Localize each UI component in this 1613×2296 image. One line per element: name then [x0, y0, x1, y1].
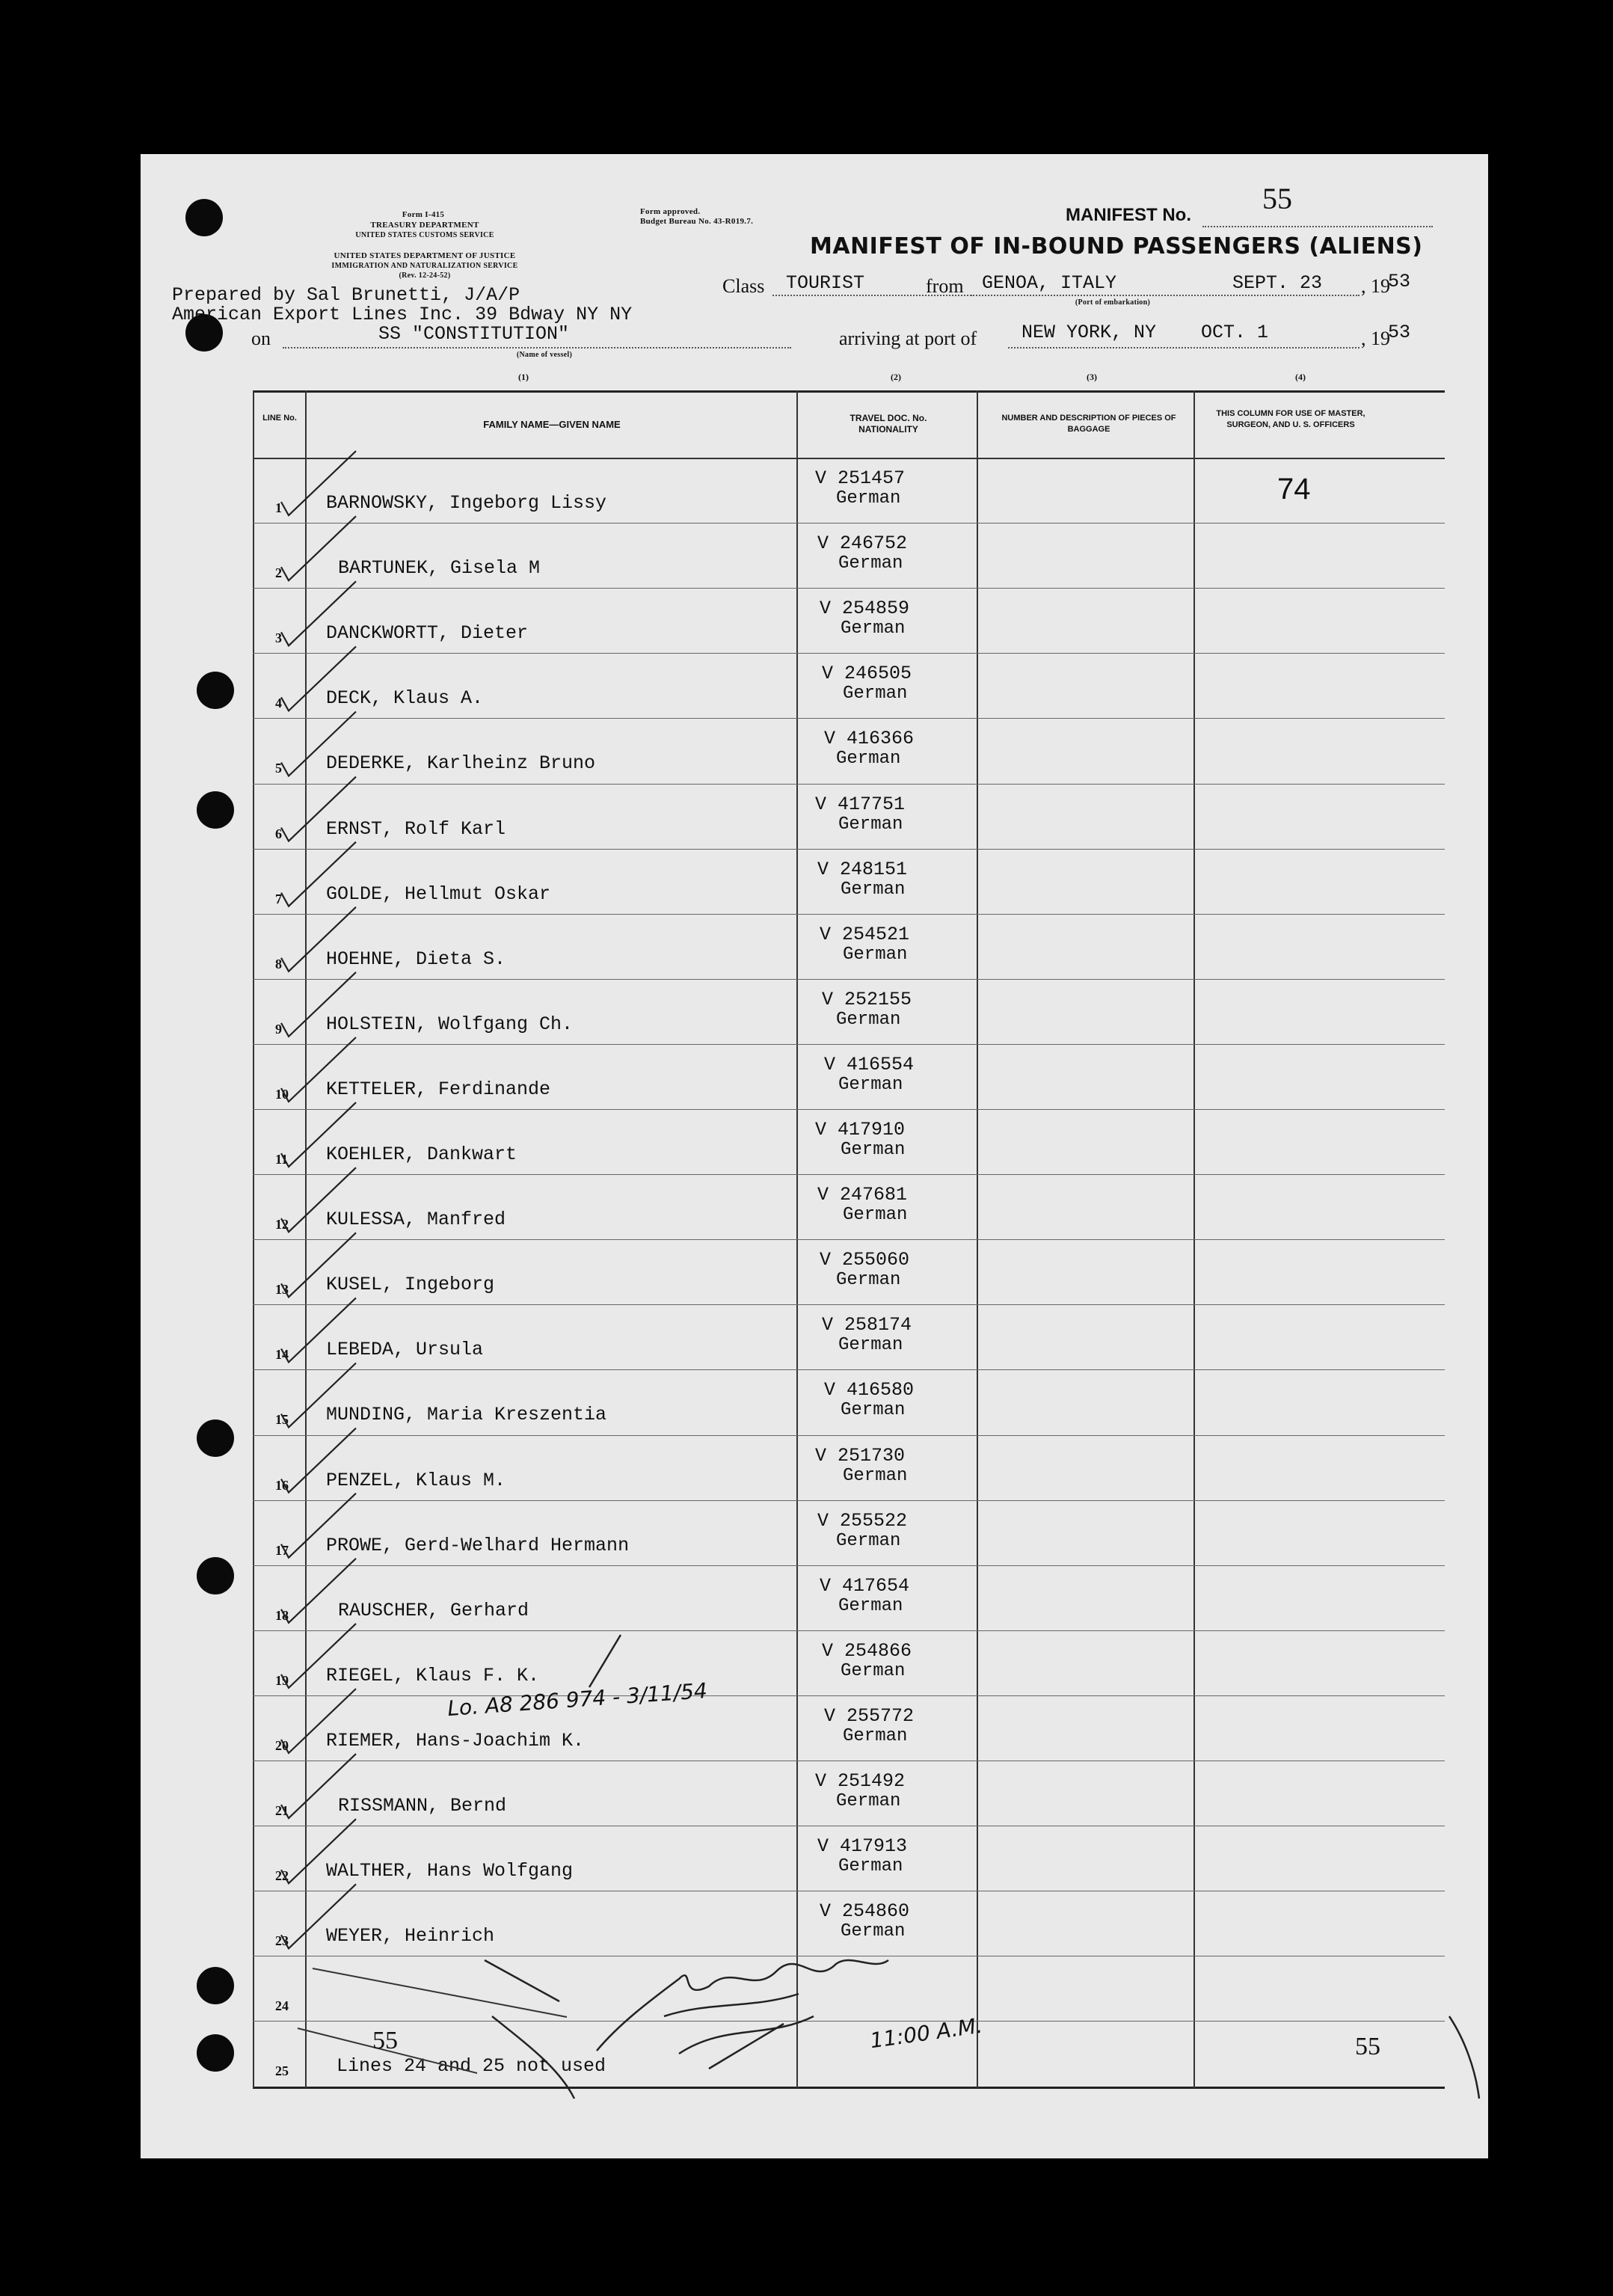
passenger-name: RISSMANN, Bernd: [338, 1795, 507, 1817]
embarkation-year: 53: [1388, 271, 1411, 292]
row-divider: [253, 1109, 1445, 1110]
row-divider: [253, 718, 1445, 719]
line-number: 19: [275, 1672, 289, 1688]
class-label: Class: [722, 275, 765, 297]
embarkation-note: (Port of embarkation): [1075, 298, 1151, 307]
table-row: [253, 1630, 1445, 1695]
passenger-name: RAUSCHER, Gerhard: [338, 1599, 529, 1621]
travel-doc-number: V 255522: [817, 1509, 908, 1532]
officer-count: 74: [1277, 473, 1311, 506]
nationality: German: [843, 684, 908, 705]
table-row: [253, 1435, 1445, 1500]
row-divider: [253, 1695, 1445, 1696]
table-row: [253, 1369, 1445, 1434]
row-divider: [253, 914, 1445, 915]
arrival-port: NEW YORK, NY: [1021, 322, 1157, 343]
passenger-name: LEBEDA, Ursula: [326, 1339, 484, 1361]
justice-department: UNITED STATES DEPARTMENT OF JUSTICE: [334, 251, 516, 260]
table-row: [253, 1044, 1445, 1109]
line-number: 11: [275, 1152, 289, 1167]
nationality: German: [836, 488, 901, 509]
table-row: [253, 653, 1445, 718]
travel-doc-number: V 417751: [815, 793, 906, 815]
table-row: [253, 784, 1445, 849]
embarkation-port: GENOA, ITALY: [982, 272, 1117, 294]
travel-doc-number: V 416366: [824, 728, 915, 750]
embarkation-year-prefix: , 19: [1361, 275, 1390, 297]
time-annotation: 11:00 A.M.: [868, 2013, 984, 2054]
table-row: [253, 1109, 1445, 1174]
travel-doc-number: V 254866: [822, 1639, 912, 1662]
travel-doc-number: V 252155: [822, 988, 912, 1010]
travel-doc-number: V 417654: [820, 1574, 910, 1597]
budget-bureau: Budget Bureau No. 43-R019.7.: [640, 217, 754, 226]
table-row: [253, 1826, 1445, 1891]
table-row: [253, 979, 1445, 1044]
line-number: 5: [275, 761, 282, 776]
table-row: [253, 1891, 1445, 1956]
nationality: German: [836, 1530, 901, 1551]
table-row: [253, 1565, 1445, 1630]
line-number: 18: [275, 1607, 289, 1623]
row-divider: [253, 1435, 1445, 1436]
manifest-title: MANIFEST OF IN-BOUND PASSENGERS (ALIENS): [810, 233, 1423, 260]
table-row: [253, 458, 1445, 523]
nationality: German: [836, 1270, 901, 1291]
nationality: German: [838, 1595, 903, 1616]
line-number: 3: [275, 630, 282, 646]
riemer-annotation: Lo. A8 286 974 - 3/11/54: [446, 1678, 708, 1722]
punch-hole: [197, 672, 234, 709]
customs-service: UNITED STATES CUSTOMS SERVICE: [355, 231, 494, 239]
nationality: German: [843, 1465, 908, 1486]
travel-doc-number: V 255772: [824, 1704, 915, 1727]
footer-page-right: 55: [1355, 2033, 1380, 2060]
table-bottom-border: [253, 2087, 1445, 2089]
passenger-name: RIEMER, Hans-Joachim K.: [326, 1729, 585, 1752]
prepared-by: Prepared by Sal Brunetti, J/A/P: [172, 284, 520, 306]
row-divider: [253, 523, 1445, 524]
manifest-no-label: MANIFEST No.: [1066, 205, 1191, 225]
arrival-year-prefix: , 19: [1361, 328, 1390, 349]
embarkation-date: SEPT. 23: [1232, 272, 1323, 294]
passenger-name: Lines 24 and 25 not used: [337, 2055, 606, 2078]
travel-doc-number: V 251730: [815, 1444, 906, 1467]
line-number: 4: [275, 696, 282, 711]
line-number: 24: [275, 1998, 289, 2014]
vessel-note: (Name of vessel): [516, 351, 573, 359]
punch-hole: [197, 1557, 234, 1594]
row-divider: [253, 849, 1445, 850]
punch-hole: [197, 1967, 234, 2004]
passenger-name: BARTUNEK, Gisela M: [338, 557, 541, 580]
nationality: German: [841, 1660, 906, 1681]
line-number: 13: [275, 1282, 289, 1298]
travel-doc-number: V 251492: [815, 1770, 906, 1792]
travel-doc-number: V 251457: [815, 467, 906, 489]
passenger-name: KETTELER, Ferdinande: [326, 1078, 551, 1100]
nationality: German: [838, 1335, 903, 1356]
table-row: [253, 1304, 1445, 1369]
travel-doc-number: V 247681: [817, 1184, 908, 1206]
table-row: [253, 1761, 1445, 1826]
punch-hole: [185, 199, 223, 236]
line-number: 12: [275, 1217, 289, 1233]
table-row: [253, 2021, 1445, 2086]
arriving-line: [1008, 347, 1359, 349]
table-row: [253, 1239, 1445, 1304]
arriving-label: arriving at port of: [839, 328, 977, 349]
passenger-name: MUNDING, Maria Kreszentia: [326, 1404, 607, 1426]
passenger-name: KOEHLER, Dankwart: [326, 1144, 517, 1166]
row-divider: [253, 588, 1445, 589]
line-number: 14: [275, 1347, 289, 1363]
punch-hole: [197, 791, 234, 829]
nationality: German: [838, 1074, 903, 1095]
passenger-name: DEDERKE, Karlheinz Bruno: [326, 752, 596, 775]
line-number: 10: [275, 1086, 289, 1102]
table-row: [253, 849, 1445, 914]
row-divider: [253, 1565, 1445, 1566]
shipping-agent: American Export Lines Inc. 39 Bdway NY NY: [172, 304, 633, 325]
travel-doc-number: V 254860: [820, 1900, 910, 1923]
column-number-1: (1): [518, 372, 529, 382]
line-number: 22: [275, 1868, 289, 1884]
passenger-name: WEYER, Heinrich: [326, 1925, 495, 1947]
vessel-line: [283, 347, 791, 349]
column-number-4: (4): [1295, 372, 1306, 382]
passenger-name: HOEHNE, Dieta S.: [326, 948, 506, 970]
nationality: German: [836, 749, 901, 770]
punch-hole: [197, 1419, 234, 1457]
passenger-name: DANCKWORTT, Dieter: [326, 622, 529, 645]
nationality: German: [836, 1009, 901, 1030]
table-row: [253, 914, 1445, 979]
from-line: [971, 295, 1359, 296]
form-revision: (Rev. 12-24-52): [399, 271, 451, 280]
nationality: German: [841, 618, 906, 639]
travel-doc-number: V 254521: [820, 923, 910, 945]
header-name: FAMILY NAME—GIVEN NAME: [483, 419, 621, 430]
header-baggage: NUMBER AND DESCRIPTION OF PIECES OF BAGGAGE: [1001, 414, 1176, 434]
line-number: 20: [275, 1737, 289, 1753]
header-travel-doc: TRAVEL DOC. No. NATIONALITY: [849, 413, 927, 435]
from-label: from: [926, 275, 964, 297]
nationality: German: [841, 1140, 906, 1160]
travel-doc-number: V 258174: [822, 1314, 912, 1336]
line-number: 1: [275, 500, 282, 516]
manifest-page: [141, 154, 1488, 2158]
travel-doc-number: V 248151: [817, 858, 908, 880]
passenger-name: PENZEL, Klaus M.: [326, 1469, 506, 1491]
line-number: 7: [275, 891, 282, 906]
row-divider: [253, 1630, 1445, 1631]
line-number: 2: [275, 565, 282, 581]
line-number: 21: [275, 1803, 289, 1819]
table-row: [253, 1174, 1445, 1239]
arrival-date: OCT. 1: [1201, 322, 1269, 343]
row-divider: [253, 1304, 1445, 1305]
travel-doc-number: V 417910: [815, 1119, 906, 1141]
passenger-name: PROWE, Gerd-Welhard Hermann: [326, 1534, 630, 1556]
row-divider: [253, 1239, 1445, 1240]
nationality: German: [843, 1205, 908, 1226]
nationality: German: [843, 1725, 908, 1746]
table-row: [253, 1500, 1445, 1565]
travel-doc-number: V 246505: [822, 663, 912, 685]
table-top-border: [253, 390, 1445, 393]
nationality: German: [841, 879, 906, 900]
arrival-year: 53: [1388, 322, 1411, 343]
nationality: German: [838, 814, 903, 835]
immigration-service: IMMIGRATION AND NATURALIZATION SERVICE: [331, 262, 518, 270]
row-divider: [253, 979, 1445, 980]
line-number: 9: [275, 1021, 282, 1037]
nationality: German: [838, 553, 903, 574]
vessel-name: SS "CONSTITUTION": [378, 323, 570, 345]
punch-hole: [197, 2034, 234, 2072]
travel-doc-number: V 416580: [824, 1379, 915, 1402]
line-number: 8: [275, 956, 282, 971]
line-number: 23: [275, 1933, 289, 1949]
row-divider: [253, 1369, 1445, 1370]
header-officers: THIS COLUMN FOR USE OF MASTER, SURGEON, AND U. S. OFFICERS: [1216, 409, 1365, 429]
row-divider: [253, 653, 1445, 654]
passenger-name: HOLSTEIN, Wolfgang Ch.: [326, 1013, 574, 1035]
passenger-name: ERNST, Rolf Karl: [326, 817, 506, 840]
nationality: German: [838, 1856, 903, 1877]
passenger-name: RIEGEL, Klaus F. K.: [326, 1664, 540, 1686]
travel-doc-number: V 417913: [817, 1835, 908, 1858]
line-number: 6: [275, 826, 282, 841]
passenger-name: WALTHER, Hans Wolfgang: [326, 1860, 574, 1882]
table-row: [253, 588, 1445, 653]
line-number: 25: [275, 2063, 289, 2079]
passenger-name: KUSEL, Ingeborg: [326, 1274, 495, 1296]
footer-page-left: 55: [372, 2027, 398, 2054]
travel-doc-number: V 254859: [820, 598, 910, 620]
row-divider: [253, 784, 1445, 785]
table-row: [253, 718, 1445, 783]
column-number-3: (3): [1087, 372, 1097, 382]
passenger-table: [253, 390, 1445, 2088]
manifest-number: 55: [1262, 182, 1292, 215]
header-line-no: LINE No.: [262, 414, 297, 423]
class-value: TOURIST: [786, 272, 865, 294]
row-divider: [253, 1044, 1445, 1045]
travel-doc-number: V 416554: [824, 1053, 915, 1075]
nationality: German: [836, 1791, 901, 1811]
row-divider: [253, 1174, 1445, 1175]
column-number-2: (2): [891, 372, 901, 382]
manifest-no-line: [1202, 226, 1433, 227]
line-number: 16: [275, 1477, 289, 1493]
nationality: German: [841, 1400, 906, 1421]
treasury-department: TREASURY DEPARTMENT: [370, 221, 479, 230]
table-row: [253, 523, 1445, 588]
on-label: on: [251, 328, 271, 349]
nationality: German: [841, 1921, 906, 1942]
table-row: [253, 1695, 1445, 1761]
form-approved: Form approved.: [640, 207, 701, 216]
table-row: [253, 1956, 1445, 2021]
passenger-name: DECK, Klaus A.: [326, 687, 484, 710]
form-number: Form I-415: [402, 210, 445, 219]
line-number: 17: [275, 1542, 289, 1558]
passenger-name: BARNOWSKY, Ingeborg Lissy: [326, 492, 607, 515]
nationality: German: [843, 944, 908, 965]
line-number: 15: [275, 1412, 289, 1428]
travel-doc-number: V 255060: [820, 1249, 910, 1271]
passenger-name: KULESSA, Manfred: [326, 1209, 506, 1231]
passenger-name: GOLDE, Hellmut Oskar: [326, 883, 551, 905]
row-divider: [253, 2021, 1445, 2022]
travel-doc-number: V 246752: [817, 532, 908, 555]
row-divider: [253, 1500, 1445, 1501]
